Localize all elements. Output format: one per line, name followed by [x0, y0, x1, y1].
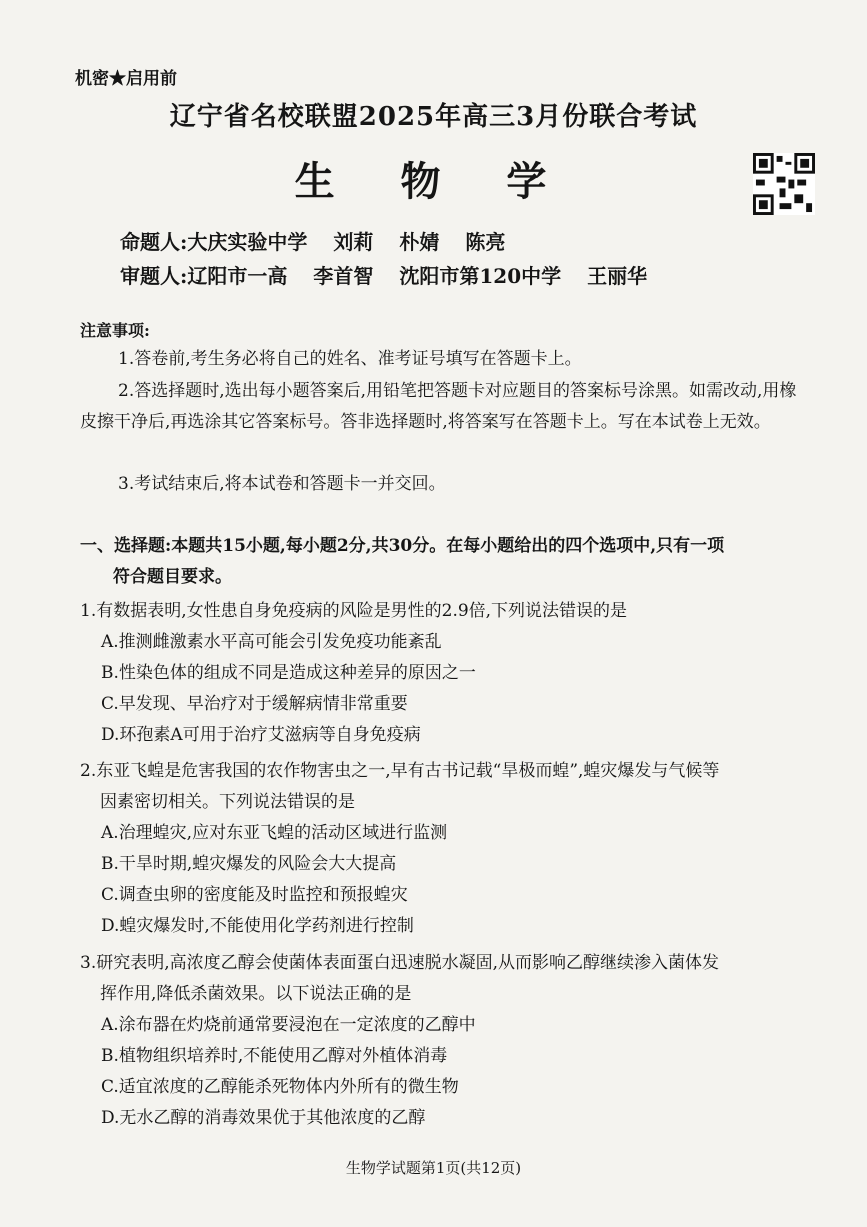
- reviewer-school: 沈阳市第120中学: [399, 264, 562, 288]
- exam-title: 辽宁省名校联盟2025年高三3月份联合考试: [169, 102, 698, 132]
- question-3: [80, 948, 810, 1134]
- question-stem: 1.有数据表明,女性患自身免疫病的风险是男性的2.9倍,下列说法错误的是: [80, 601, 628, 621]
- section-line: 一、选择题:本题共15小题,每小题2分,共30分。在每小题给出的四个选项中,只有一项: [80, 536, 725, 556]
- reviewer-name: 李首智: [313, 264, 374, 288]
- question-stem-cont: 因素密切相关。下列说法错误的是: [100, 792, 355, 812]
- reviewers-label: 审题人:: [120, 264, 188, 288]
- option-a: A.涂布器在灼烧前通常要浸泡在一定浓度的乙醇中: [101, 1015, 476, 1035]
- option-c: C.调查虫卵的密度能及时监控和预报蝗灾: [101, 885, 408, 905]
- author-name: 刘莉: [333, 230, 374, 254]
- option-c: C.适宜浓度的乙醇能杀死物体内外所有的微生物: [101, 1077, 459, 1097]
- reviewers-line: [120, 260, 673, 289]
- qr-code-icon: [753, 153, 815, 215]
- option-d: D.蝗灾爆发时,不能使用化学药剂进行控制: [101, 916, 414, 936]
- option-a: A.治理蝗灾,应对东亚飞蝗的活动区域进行监测: [101, 823, 448, 843]
- question-stem: 3.研究表明,高浓度乙醇会使菌体表面蛋白迅速脱水凝固,从而影响乙醇继续渗入菌体发: [80, 953, 720, 973]
- option-b: B.性染色体的组成不同是造成这种差异的原因之一: [101, 663, 476, 683]
- question-stem: 2.东亚飞蝗是危害我国的农作物害虫之一,早有古书记载“旱极而蝗”,蝗灾爆发与气候等: [80, 761, 720, 781]
- option-c: C.早发现、早治疗对于缓解病情非常重要: [101, 694, 408, 714]
- page-footer: 生物学试题第1页(共12页): [345, 1159, 522, 1177]
- notice-item: 2.答选择题时,选出每小题答案后,用铅笔把答题卡对应题目的答案标号涂黑。如需改动,用橡皮擦干净后,再选涂其它答案标号。答非选择题时,将答案写在答题卡上。写在本试卷上无效。: [80, 381, 797, 432]
- section-line: 符合题目要求。: [113, 567, 232, 587]
- option-b: B.干旱时期,蝗灾爆发的风险会大大提高: [101, 854, 397, 874]
- option-d: D.无水乙醇的消毒效果优于其他浓度的乙醇: [101, 1108, 426, 1128]
- option-d: D.环孢素A可用于治疗艾滋病等自身免疫病: [101, 725, 421, 745]
- notice-item: 1.答卷前,考生务必将自己的姓名、准考证号填写在答题卡上。: [118, 349, 582, 369]
- section-header: [80, 531, 810, 593]
- reviewer-school: 辽阳市一高: [187, 264, 288, 288]
- authors-label: 命题人:: [120, 230, 188, 254]
- author-school: 大庆实验中学: [187, 230, 308, 254]
- option-b: B.植物组织培养时,不能使用乙醇对外植体消毒: [101, 1046, 448, 1066]
- question-2: [80, 756, 810, 942]
- author-name: 陈亮: [465, 230, 506, 254]
- authors-line: [120, 226, 531, 255]
- notice-item: 3.考试结束后,将本试卷和答题卡一并交回。: [118, 474, 446, 494]
- confidential-label: 机密★启用前: [75, 69, 177, 89]
- question-stem-cont: 挥作用,降低杀菌效果。以下说法正确的是: [100, 984, 412, 1004]
- author-name: 朴婧: [399, 230, 440, 254]
- question-1: [80, 596, 810, 751]
- subject-title: 生 物 学: [294, 158, 573, 205]
- reviewer-name: 王丽华: [587, 264, 648, 288]
- option-a: A.推测雌激素水平高可能会引发免疫功能紊乱: [101, 632, 442, 652]
- notice-heading: 注意事项:: [80, 321, 150, 340]
